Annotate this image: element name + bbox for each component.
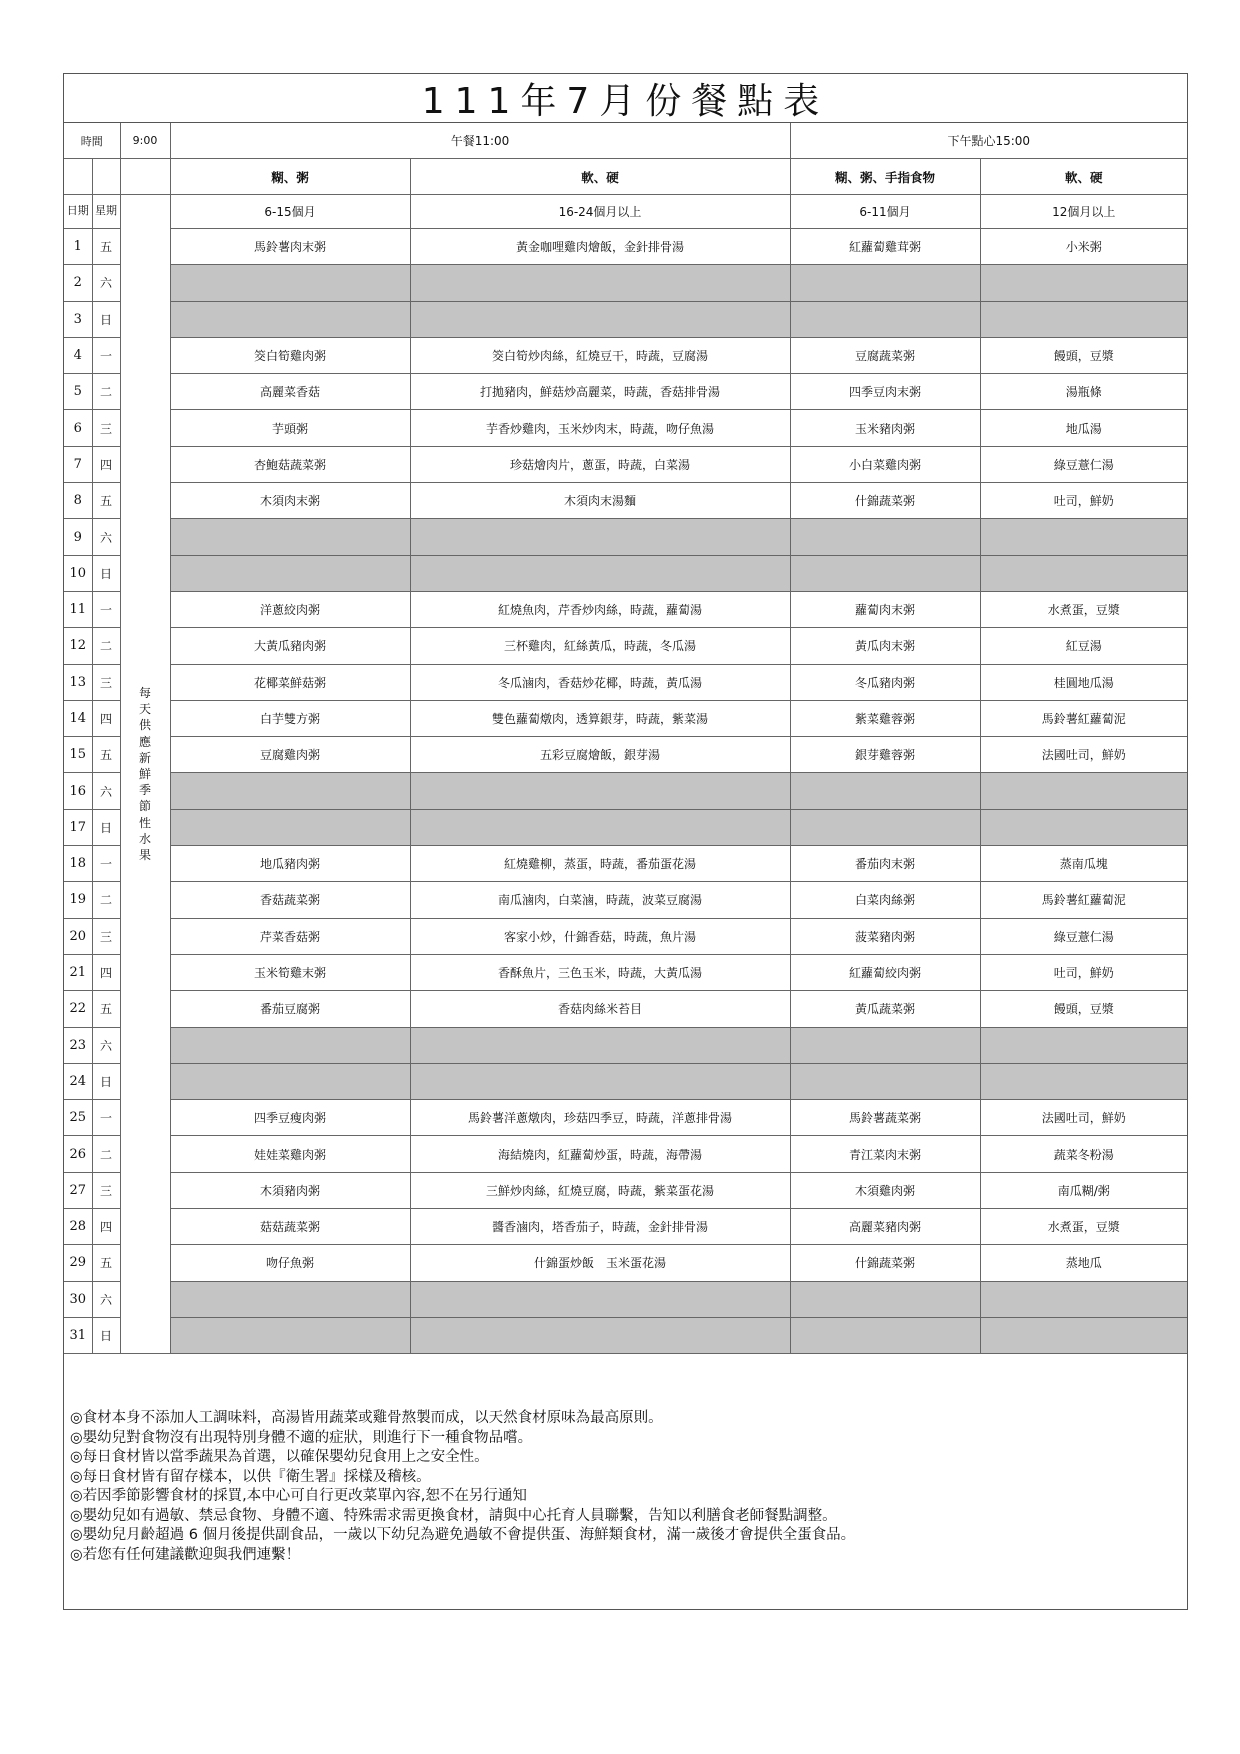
lunch-soft-cell: 娃娃菜雞肉粥 [170,1136,410,1172]
page-title: 111年7月份餐點表 [421,80,830,122]
blank-cell [92,159,120,195]
lunch-hard-cell: 珍菇燴肉片，蔥蛋，時蔬，白菜湯 [410,446,790,482]
day-row [64,555,1187,591]
snack-soft-cell: 什錦蔬菜粥 [790,1245,980,1281]
lunch-soft-header: 糊、粥 [170,159,410,195]
lunch-soft-cell [170,519,410,555]
lunch-hard-cell: 醬香滷肉，塔香茄子，時蔬，金針排骨湯 [410,1209,790,1245]
day-weekday: 一 [92,591,120,627]
snack-hard-cell: 饅頭，豆漿 [980,337,1187,373]
lunch-soft-cell [170,1317,410,1353]
lunch-hard-cell: 筊白筍炒肉絲，紅燒豆干，時蔬，豆腐湯 [410,337,790,373]
snack-hard-cell: 水煮蛋，豆漿 [980,1209,1187,1245]
day-row [64,954,1187,990]
snack-hard-cell [980,301,1187,337]
day-row [64,1136,1187,1172]
day-row [64,519,1187,555]
day-date: 8 [64,483,92,519]
day-date: 5 [64,374,92,410]
snack-soft-header: 糊、粥、手指食物 [790,159,980,195]
day-weekday: 日 [92,1317,120,1353]
snack-hard-cell [980,519,1187,555]
snack-soft-cell: 青江菜肉末粥 [790,1136,980,1172]
day-weekday: 五 [92,737,120,773]
day-row [64,991,1187,1027]
day-date: 31 [64,1317,92,1353]
day-row [64,664,1187,700]
day-row [64,1027,1187,1063]
lunch-soft-cell [170,773,410,809]
snack-soft-cell [790,301,980,337]
snack-soft-cell [790,1281,980,1317]
lunch-soft-cell: 豆腐雞肉粥 [170,737,410,773]
lunch-hard-cell: 芋香炒雞肉，玉米炒肉末，時蔬，吻仔魚湯 [410,410,790,446]
day-row [64,918,1187,954]
snack-hard-cell: 地瓜湯 [980,410,1187,446]
day-weekday: 五 [92,229,120,265]
snack-hard-cell: 綠豆薏仁湯 [980,446,1187,482]
lunch-hard-cell [410,519,790,555]
day-date: 25 [64,1100,92,1136]
day-date: 15 [64,737,92,773]
lunch-soft-cell [170,1281,410,1317]
lunch-hard-cell: 三杯雞肉，紅絲黃瓜，時蔬，冬瓜湯 [410,628,790,664]
snack-hard-cell: 蔬菜冬粉湯 [980,1136,1187,1172]
day-date: 7 [64,446,92,482]
day-row [64,773,1187,809]
lunch-hard-cell [410,265,790,301]
snack-soft-cell: 番茄肉末粥 [790,846,980,882]
snack-hard-cell: 蒸南瓜塊 [980,846,1187,882]
snack-soft-cell: 白菜肉絲粥 [790,882,980,918]
note-line: ◎每日食材皆有留存樣本，以供『衛生署』採樣及稽核。 [70,1468,431,1485]
snack-soft-cell: 紅蘿蔔絞肉粥 [790,954,980,990]
snack-soft-cell [790,773,980,809]
lunch-hard-cell: 紅燒雞柳，蒸蛋，時蔬，番茄蛋花湯 [410,846,790,882]
lunch-soft-cell: 地瓜豬肉粥 [170,846,410,882]
lunch-soft-cell: 番茄豆腐粥 [170,991,410,1027]
snack-hard-cell: 小米粥 [980,229,1187,265]
lunch-soft-cell: 高麗菜香菇 [170,374,410,410]
lunch-hard-header: 軟、硬 [410,159,790,195]
snack-hard-age: 12個月以上 [980,195,1187,229]
snack-soft-cell: 銀芽雞蓉粥 [790,737,980,773]
day-weekday: 日 [92,555,120,591]
snack-soft-cell: 木須雞肉粥 [790,1172,980,1208]
snack-hard-cell: 蒸地瓜 [980,1245,1187,1281]
lunch-hard-cell [410,773,790,809]
subheader-row [64,159,1187,195]
snack-soft-cell: 什錦蔬菜粥 [790,483,980,519]
snack-hard-cell: 法國吐司，鮮奶 [980,1100,1187,1136]
age-row [64,195,1187,229]
day-weekday: 一 [92,337,120,373]
snack-hard-cell [980,1317,1187,1353]
snack-hard-cell: 桂圓地瓜湯 [980,664,1187,700]
lunch-soft-cell [170,1027,410,1063]
snack-hard-cell: 紅豆湯 [980,628,1187,664]
lunch-hard-cell: 冬瓜滷肉，香菇炒花椰，時蔬，黃瓜湯 [410,664,790,700]
lunch-soft-cell [170,1063,410,1099]
lunch-soft-cell [170,555,410,591]
day-row [64,337,1187,373]
lunch-soft-cell: 洋蔥絞肉粥 [170,591,410,627]
day-date: 24 [64,1063,92,1099]
lunch-hard-cell: 香酥魚片，三色玉米，時蔬，大黃瓜湯 [410,954,790,990]
snack-soft-cell: 小白菜雞肉粥 [790,446,980,482]
day-weekday: 二 [92,882,120,918]
date-label: 日期 [64,195,92,229]
snack-hard-cell: 南瓜糊/粥 [980,1172,1187,1208]
lunch-soft-cell: 吻仔魚粥 [170,1245,410,1281]
snack-soft-cell: 紅蘿蔔雞茸粥 [790,229,980,265]
menu-table [64,123,1187,1354]
lunch-hard-cell: 五彩豆腐燴飯，銀芽湯 [410,737,790,773]
day-date: 14 [64,700,92,736]
day-row [64,846,1187,882]
snack-hard-cell: 水煮蛋，豆漿 [980,591,1187,627]
day-row [64,301,1187,337]
lunch-soft-cell: 菇菇蔬菜粥 [170,1209,410,1245]
time-label: 時間 [64,123,120,159]
weekday-label: 星期 [92,195,120,229]
note-line: ◎嬰幼兒對食物沒有出現特別身體不適的症狀，則進行下一種食物品嚐。 [70,1429,533,1446]
day-weekday: 六 [92,1281,120,1317]
day-row [64,410,1187,446]
snack-soft-cell [790,555,980,591]
snack-hard-cell: 吐司，鮮奶 [980,954,1187,990]
lunch-soft-cell [170,265,410,301]
snack-soft-cell [790,1317,980,1353]
day-weekday: 二 [92,628,120,664]
title-row [64,74,1187,123]
lunch-hard-cell [410,1063,790,1099]
lunch-soft-cell: 杏鮑菇蔬菜粥 [170,446,410,482]
day-weekday: 四 [92,700,120,736]
snack-hard-cell: 馬鈴薯紅蘿蔔泥 [980,882,1187,918]
snack-soft-cell [790,1027,980,1063]
lunch-soft-cell: 白芋雙方粥 [170,700,410,736]
note-line: ◎每日食材皆以當季蔬果為首選，以確保嬰幼兒食用上之安全性。 [70,1449,489,1465]
snack-hard-header: 軟、硬 [980,159,1187,195]
day-row [64,700,1187,736]
snack-hard-cell [980,1063,1187,1099]
lunch-soft-cell: 四季豆瘦肉粥 [170,1100,410,1136]
lunch-soft-cell: 木須肉末粥 [170,483,410,519]
note-line: ◎若您有任何建議歡迎與我們連繫！ [70,1546,301,1563]
lunch-hard-cell: 南瓜滷肉，白菜滷，時蔬，波菜豆腐湯 [410,882,790,918]
day-weekday: 六 [92,265,120,301]
snack-hard-cell: 綠豆薏仁湯 [980,918,1187,954]
blank-cell [120,159,170,195]
day-weekday: 一 [92,1100,120,1136]
lunch-soft-cell: 筊白筍雞肉粥 [170,337,410,373]
snack-hard-cell [980,555,1187,591]
lunch-hard-cell [410,1281,790,1317]
lunch-hard-cell [410,809,790,845]
day-row [64,446,1187,482]
lunch-hard-cell: 三鮮炒肉絲，紅燒豆腐，時蔬，紫菜蛋花湯 [410,1172,790,1208]
blank-cell [64,159,92,195]
day-date: 27 [64,1172,92,1208]
snack-hard-cell: 湯瓶條 [980,374,1187,410]
day-weekday: 四 [92,446,120,482]
day-weekday: 日 [92,1063,120,1099]
day-date: 30 [64,1281,92,1317]
day-weekday: 二 [92,1136,120,1172]
lunch-soft-age: 6-15個月 [170,195,410,229]
day-weekday: 六 [92,1027,120,1063]
day-row [64,882,1187,918]
lunch-hard-cell: 雙色蘿蔔燉肉，透算銀芽，時蔬，紫菜湯 [410,700,790,736]
day-row [64,1172,1187,1208]
day-weekday: 五 [92,483,120,519]
lunch-soft-cell: 花椰菜鮮菇粥 [170,664,410,700]
day-weekday: 三 [92,410,120,446]
note-line: ◎嬰幼兒月齡超過 6 個月後提供副食品，一歲以下幼兒為避免過敏不會提供蛋、海鮮類食材，滿一歲後才會提供全蛋食品。 [70,1527,856,1543]
day-weekday: 日 [92,809,120,845]
lunch-hard-cell [410,301,790,337]
day-row [64,483,1187,519]
day-weekday: 三 [92,664,120,700]
snack-soft-cell [790,519,980,555]
lunch-hard-cell: 香菇肉絲米苔目 [410,991,790,1027]
snack-soft-cell: 蘿蔔肉末粥 [790,591,980,627]
lunch-soft-cell: 芋頭粥 [170,410,410,446]
day-date: 4 [64,337,92,373]
day-row [64,374,1187,410]
day-weekday: 六 [92,773,120,809]
notes [70,1409,855,1565]
lunch-hard-cell [410,555,790,591]
day-date: 11 [64,591,92,627]
snack-soft-cell: 菠菜豬肉粥 [790,918,980,954]
day-weekday: 三 [92,918,120,954]
lunch-hard-cell: 馬鈴薯洋蔥燉肉，珍菇四季豆，時蔬，洋蔥排骨湯 [410,1100,790,1136]
lunch-hard-cell: 紅燒魚肉，芹香炒肉絲，時蔬，蘿蔔湯 [410,591,790,627]
snack-hard-cell: 饅頭，豆漿 [980,991,1187,1027]
day-weekday: 三 [92,1172,120,1208]
snack-soft-cell [790,265,980,301]
day-date: 13 [64,664,92,700]
day-row [64,229,1187,265]
snack-hard-cell: 吐司，鮮奶 [980,483,1187,519]
lunch-soft-cell: 香菇蔬菜粥 [170,882,410,918]
day-row [64,1100,1187,1136]
day-row [64,628,1187,664]
snack-soft-cell: 紫菜雞蓉粥 [790,700,980,736]
snack-soft-cell [790,809,980,845]
day-date: 23 [64,1027,92,1063]
snack-label: 下午點心15:00 [790,123,1187,159]
snack-soft-cell: 高麗菜豬肉粥 [790,1209,980,1245]
lunch-hard-cell: 打拋豬肉，鮮菇炒高麗菜，時蔬，香菇排骨湯 [410,374,790,410]
snack-soft-cell: 冬瓜豬肉粥 [790,664,980,700]
day-date: 9 [64,519,92,555]
day-date: 29 [64,1245,92,1281]
snack-hard-cell [980,265,1187,301]
day-date: 18 [64,846,92,882]
snack-hard-cell: 法國吐司，鮮奶 [980,737,1187,773]
day-weekday: 四 [92,1209,120,1245]
lunch-hard-cell: 客家小炒，什錦香菇，時蔬，魚片湯 [410,918,790,954]
day-row [64,1317,1187,1353]
snack-soft-cell: 玉米豬肉粥 [790,410,980,446]
snack-hard-cell [980,1027,1187,1063]
lunch-hard-cell: 黃金咖哩雞肉燴飯，金針排骨湯 [410,229,790,265]
header-row [64,123,1187,159]
note-line: ◎嬰幼兒如有過敏、禁忌食物、身體不適、特殊需求需更換食材，請與中心托育人員聯繫，告知以利膳食老師餐點調整。 [70,1507,837,1524]
day-date: 26 [64,1136,92,1172]
snack-hard-cell [980,773,1187,809]
lunch-hard-age: 16-24個月以上 [410,195,790,229]
day-weekday: 四 [92,954,120,990]
snack-soft-cell: 馬鈴薯蔬菜粥 [790,1100,980,1136]
lunch-label: 午餐11:00 [170,123,790,159]
day-date: 19 [64,882,92,918]
day-date: 12 [64,628,92,664]
snack-soft-cell: 黃瓜肉末粥 [790,628,980,664]
day-date: 21 [64,954,92,990]
lunch-soft-cell: 玉米筍雞末粥 [170,954,410,990]
snack-soft-age: 6-11個月 [790,195,980,229]
day-weekday: 一 [92,846,120,882]
day-date: 2 [64,265,92,301]
snack-hard-cell [980,809,1187,845]
day-date: 28 [64,1209,92,1245]
day-date: 1 [64,229,92,265]
day-date: 16 [64,773,92,809]
day-weekday: 日 [92,301,120,337]
snack-soft-cell [790,1063,980,1099]
day-row [64,591,1187,627]
day-weekday: 二 [92,374,120,410]
snack-soft-cell: 四季豆肉末粥 [790,374,980,410]
day-row [64,1245,1187,1281]
day-weekday: 六 [92,519,120,555]
lunch-hard-cell [410,1317,790,1353]
snack-hard-cell: 馬鈴薯紅蘿蔔泥 [980,700,1187,736]
snack-soft-cell: 黃瓜蔬菜粥 [790,991,980,1027]
menu-sheet [63,73,1188,1610]
day-weekday: 五 [92,1245,120,1281]
lunch-hard-cell [410,1027,790,1063]
snack-soft-cell: 豆腐蔬菜粥 [790,337,980,373]
day-date: 6 [64,410,92,446]
lunch-hard-cell: 木須肉末湯麵 [410,483,790,519]
lunch-soft-cell [170,809,410,845]
lunch-soft-cell: 木須豬肉粥 [170,1172,410,1208]
note-line: ◎食材本身不添加人工調味料，高湯皆用蔬菜或雞骨熬製而成，以天然食材原味為最高原則。 [70,1410,663,1426]
day-row [64,737,1187,773]
day-row [64,1209,1187,1245]
fruit-note: 每天供應新鮮季節性水果 [120,195,170,1354]
lunch-hard-cell: 什錦蛋炒飯 玉米蛋花湯 [410,1245,790,1281]
day-row [64,265,1187,301]
day-date: 3 [64,301,92,337]
day-date: 20 [64,918,92,954]
lunch-soft-cell: 馬鈴薯肉末粥 [170,229,410,265]
day-row [64,809,1187,845]
lunch-soft-cell [170,301,410,337]
lunch-soft-cell: 大黃瓜豬肉粥 [170,628,410,664]
snack-hard-cell [980,1281,1187,1317]
note-line: ◎若因季節影響食材的採買,本中心可自行更改菜單內容,恕不在另行通知 [70,1488,527,1504]
lunch-soft-cell: 芹菜香菇粥 [170,918,410,954]
day-row [64,1063,1187,1099]
day-date: 22 [64,991,92,1027]
day-weekday: 五 [92,991,120,1027]
day-row [64,1281,1187,1317]
lunch-hard-cell: 海結燒肉，紅蘿蔔炒蛋，時蔬，海帶湯 [410,1136,790,1172]
morning-time: 9:00 [120,123,170,159]
day-date: 17 [64,809,92,845]
day-date: 10 [64,555,92,591]
